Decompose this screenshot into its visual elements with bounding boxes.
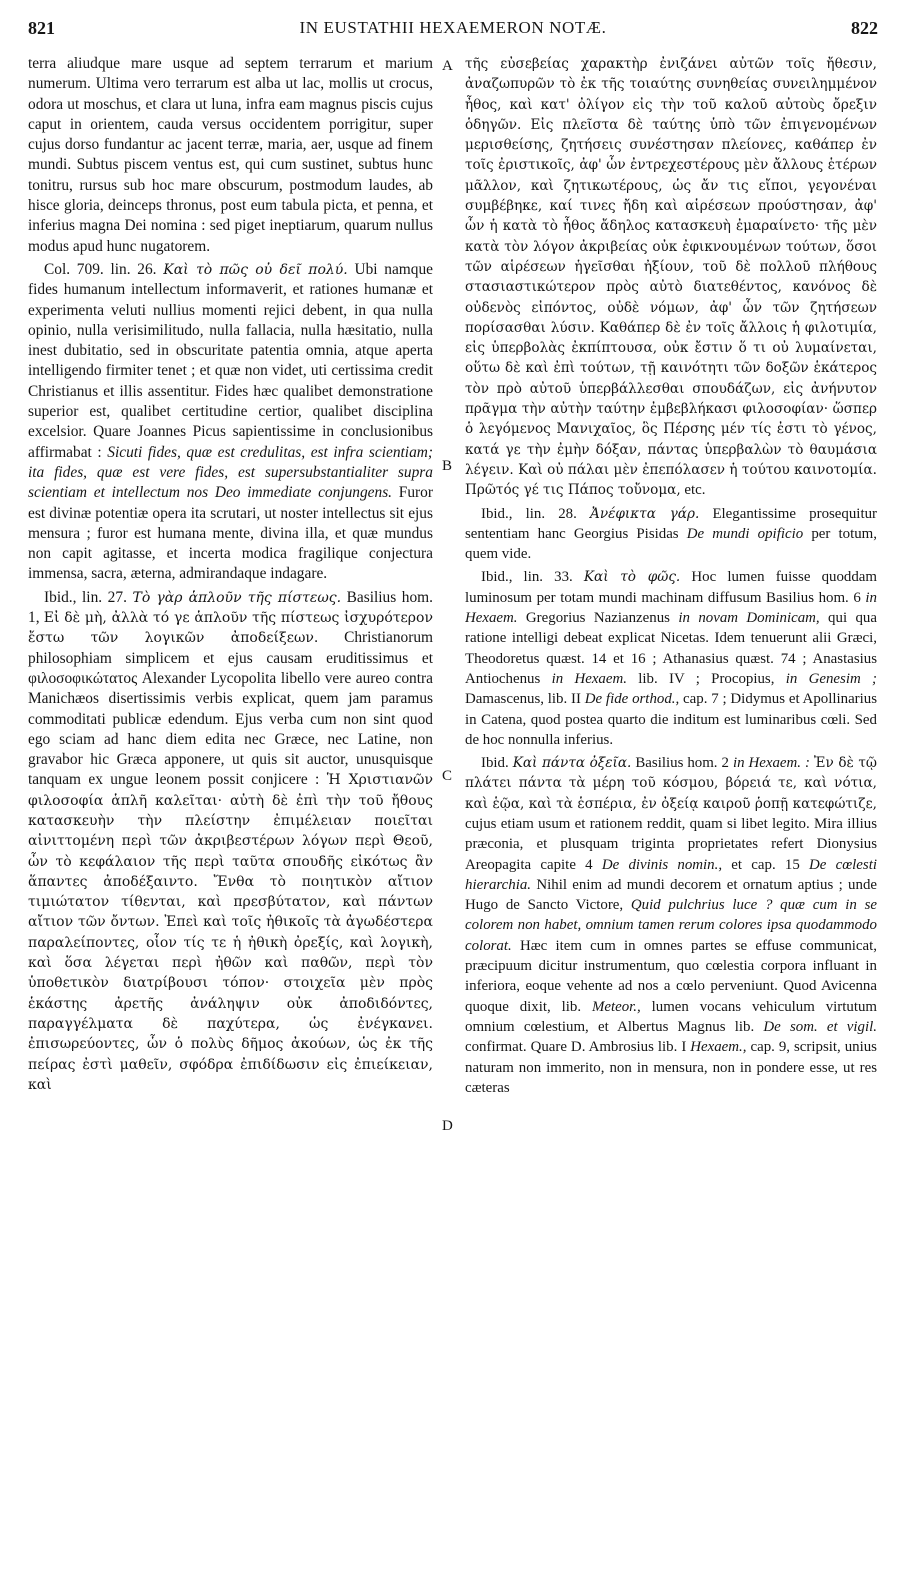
- margin-letter-b: B: [442, 458, 453, 474]
- greek-lemma: Καὶ πάντα ὀξεῖα.: [512, 755, 632, 772]
- reference: Col. 709. lin. 26.: [44, 260, 157, 278]
- greek-lemma: Τὸ γὰρ ἁπλοῦν τῆς πίστεως.: [132, 589, 342, 606]
- left-column: [28, 54, 433, 1554]
- note-paragraph: Ibid., lin. 27. Τὸ γὰρ ἁπλοῦν τῆς πίστεως. Basilius hom. 1, Εἰ δὲ μὴ, ἀλλὰ τό γε ἁπλοῦν τῆς πίστεως ἰσχυρότερον ἔστω τῶν λογικῶν ἀποδείξεων. Christianorum philosophiam simplicem et ejus causam eruditissimus et φιλοσοφικώτατος Alexander Lycopolita libello vere aureo contra Manichæos disertissimis verbis explicat, quem jam paramus commoditati publicæ edendum. Ejus verba cum non sint quod ego sciam ad hanc diem edita nec Græce, nec Latine, non gravabor hic Græca apponere, ut quis sit auctor, unusquisque tanquam ex ungue leonem possit conjicere : Ἡ Χριστιανῶν φιλοσοφία ἁπλῆ καλεῖται· αὐτὴ δὲ ἐπὶ τὴν τοῦ ἤθους κατασκευὴν τὴν πλείστην ἐπιμέλειαν ποιεῖται αἰνιττομένη περὶ τῶν ἀκριβεστέρων λόγων περὶ Θεοῦ, ὧν τὸ κεφάλαιον τῆς περὶ ταῦτα σπουδῆς εἰκότως ἂν ἅπαντες ἀποδέξαιντο. Ἔνθα τὸ ποιητικὸν αἴτιον τιμιώτατον τίθενται, καὶ πρεσβύτατον, καὶ πάντων αἴτιον τῶν ὄντων. Ἐπεὶ καὶ τοῖς ἠθικοῖς τὰ ἀγωδέστερα παραλείποντες, οἷον τίς τε ἡ ἠθικὴ ὀρεξίς, καὶ λογικὴ, καὶ ὅσα λέγεται περὶ ἠθῶν καὶ παθῶν, περὶ τὸν ὑποθετικὸν διατρίβουσι τόπον· στοιχεῖα μὲν πρὸς ἑκάστης ἀρετῆς ἀνάληψιν οὐκ ἀποδιδόντες, παραγγέλματα δὲ παχύτερα, ὡς ἐνέγκανει. ἐπισωρεύοντες, ὧν ὁ πολὺς δῆμος ἀκούων, ὡς ἐκ τῆς πείρας ἐστὶ μαθεῖν, σφόδρα ἐπιδίδωσιν εἰς ἐπιείκειαν, καὶ: [28, 588, 433, 1093]
- greek-lemma: Καὶ τὸ φῶς.: [583, 569, 681, 586]
- running-header: [28, 18, 878, 42]
- note-paragraph: Ibid., lin. 28. Ἀνέφικτα γάρ. Elegantissime prosequitur sententiam hanc Georgius Pisidas De mundi opificio per totum, quem vide.: [465, 505, 877, 563]
- greek-quotation: Εἰ δὲ μὴ, ἀλλὰ τό γε ἁπλοῦν τῆς πίστεως ἰσχυρότερον ἔστω τῶν λογικῶν ἀποδείξεων.: [28, 610, 433, 647]
- page-number-right: 822: [851, 18, 878, 38]
- margin-letter-a: A: [442, 58, 453, 74]
- reference: Ibid., lin. 27.: [44, 588, 127, 606]
- running-title: IN EUSTATHII HEXAEMERON NOTÆ.: [299, 18, 607, 37]
- greek-quotation: Ἐν δὲ τῷ πλάτει πάντα τὰ μέρη τοῦ κόσμου, βόρειά τε, καὶ νότια, καὶ ἑῷα, καὶ τὰ ἑσπέρια, ἐν ὀξείᾳ καιροῦ ῥοπῇ κατεφώτιζε,: [465, 755, 877, 812]
- note-paragraph: τῆς εὐσεβείας χαρακτὴρ ἐνιζάνει αὐτῶν τοῖς ἤθεσιν, ἀναζωπυρῶν τὸ ἐκ τῆς τοιαύτης συνηθείας συνειλημμένον ἦθος, καὶ κατ' ὀλίγον εἰς τὴν τοῦ καλοῦ αὐτοὺς ὄρεξιν ὁδηγῶν. Εἰς πλεῖστα δὲ ταύτης ὑπὸ τῶν ἐπιγενομένων μερισθείσης, ζητήσεις συνέστησαν πλείονες, καθάπερ ἐν τοῖς ἐριστικοῖς, ἀφ' ὧν ἐντρεχεστέρους μὲν ἄλλους ἑτέρων μᾶλλον, καὶ ζητικωτέρους, ὡς ἄν τις εἴποι, γεγονέναι συμβέβηκε, καί τινες ἤδη καὶ αἱρέσεων προύστησαν, ἀφ' ὧν ἡ κατὰ τὸ ἦθος ἄδηλος κατασκευὴ ἐμαραίνετο· τῆς μὲν κατὰ τὸν λόγον ἀκριβείας οὐκ ἐφικνουμένων τούτων, ὅσοι τῶν αἱρέσεων ἡγεῖσθαι ἠξίουν, τοῦ δὲ πολλοῦ πλήθους στασιαστικώτερον πρὸς αὐτὸ διατεθέντος, κανόνος δὲ οὐδενὸς εἰπόντος, οὐδὲ νόμων, ἀφ' ὧν τῶν ζητήσεων πορίσασθαι λύσιν. Καθάπερ δὲ ἐν τοῖς ἄλλοις ἡ φιλοτιμία, εἰς ὑπερβολὰς ἐκπίπτουσα, οὐκ ἔστιν ὅ τι οὐ λυμαίνεται, οὕτω δὲ καὶ ἐπὶ τούτων, τῇ καινότητι τῶν δοξῶν ἑκάτερος τὸν πρὸ αὐτοῦ ὑπερβάλλεσθαι σπουδάζων, εἰς ἀνήνυτον πρᾶγμα τὴν αὐτὴν ταύτην ἐμβεβλήκασι φιλοσοφίαν· ὥσπερ ὁ λεγόμενος Μανιχαῖος, ὃς Πέρσης μέν τίς ἐστι τὸ γένος, κατά γε τὴν ἐμὴν δόξαν, πάντας ὑπερβαλὼν τὸ θαυμάσια λέγειν. Καὶ οὐ πάλαι μὲν ἐπεπόλασεν ἡ τούτου καινοτομία. Πρῶτός γέ τις Πάπος τοὔνομα, etc.: [465, 56, 877, 499]
- right-column: [465, 54, 877, 1554]
- note-paragraph: Ibid. Καὶ πάντα ὀξεῖα. Basilius hom. 2 in Hexaem. : Ἐν δὲ τῷ πλάτει πάντα τὰ μέρη τοῦ κόσμου, βόρειά τε, καὶ νότια, καὶ ἑῷα, καὶ τὰ ἑσπέρια, ἐν ὀξείᾳ καιροῦ ῥοπῇ κατεφώτιζε, cujus etiam usum et rationem reddit, quam si libet legito. Mira illius præconia, et plusquam triginta proprietates refert Dionysius Areopagita capite 4 De divinis nomin., et cap. 15 De cœlesti hierarchia. Nihil enim ad mundi decorem et ornatum aptius ; unde Hugo de Sancto Victore, Quid pulchrius luce ? quæ cum in se colorem non habet, omnium tamen rerum colores ipsa quodammodo colorat. Hæc item cum in omnes partes se effuse communicat, præcipuum dicitur instrumentum, quo cœlestia corpora influant in inferiora, eoque vehente ad nos a cœlo perveniunt. Quod Avicenna quoque dixit, lib. Meteor., lumen vocans vehiculum virtutum omnium cœlestium, et Albertus Magnus lib. De som. et vigil. confirmat. Quare D. Ambrosius lib. I Hexaem., cap. 9, scripsit, unius naturam non immerito, non in mensura, non in pondere esse, ut res cæteras: [465, 755, 877, 1096]
- greek-lemma: Καὶ τὸ πῶς οὐ δεῖ πολύ.: [163, 261, 348, 278]
- quotation: Sicuti fides, quæ est credulitas, est infra scientiam; ita fides, quæ est vere fides, est supersubstantialiter supra scientiam et intellectum nos Deo immediate conjungens.: [28, 443, 433, 502]
- quotation: Quid pulchrius luce ? quæ cum in se colorem non habet, omnium tamen rerum colores ipsa quodammodo colorat.: [465, 897, 877, 954]
- note-paragraph: terra aliudque mare usque ad septem terrarum et marium numerum. Ultima vero terrarum est alba ut lac, mollis ut crocus, odora ut moschus, et clara ut luna, infra eam magnus piscis cujus caput in orientem, cauda versus occidentem porrigitur, super cujus dorso fundantur ac jacent terræ, maria, aer, usque ad finem mundi. Subtus piscem ventus est, qui cum sustinet, subtus hunc tonitru, rursus sub hoc mare obscurum, postmodum laudes, ab hisce gloria, deinceps thronus, post eum tabula picta, et penna, et inferius magna Dei nomina : sed piget ineptiarum, quarum nullus modus apud hunc nugatorem.: [28, 55, 433, 255]
- reference: Ibid.: [481, 755, 509, 772]
- margin-letter-d: D: [442, 1118, 453, 1134]
- greek-lemma: Ἀνέφικτα γάρ.: [590, 505, 700, 522]
- note-paragraph: Col. 709. lin. 26. Καὶ τὸ πῶς οὐ δεῖ πολύ. Ubi namque fides humanum intellectum informaverit, et rationes humanæ et experimenta veluti nullius momenti rejici debent, in qua nulla opinio, nulla verisimilitudo, nulla fallacia, nulla hæsitatio, nulla inest dubitatio, sed in obscuritate patentia omnia, atque aperta intelligendo firmiter tenet ; et quæ non videt, uti certissima credit Christianus et illis assentitur. Fides hæc qualibet demonstratione superior est, qualibet certitudine certior, qualibet disciplina excelsior. Quare Joannes Picus sapientissime in conclusionibus affirmabat : Sicuti fides, quæ est credulitas, est infra scientiam; ita fides, quæ est vere fides, est supersubstantialiter supra scientiam et intellectum nos Deo immediate conjungens. Furor est divinæ potentiæ opera ita scrutari, ut noster intellectus sit ejus mensura ; furor est humana mente, divina illa, et quæ mundus non capit agitasse, et incerta modica fragilique conjectura immensa, sacra, æterna, admirandaque indagare.: [28, 260, 433, 583]
- reference: Ibid., lin. 28.: [481, 505, 577, 522]
- margin-letter-c: C: [442, 768, 453, 784]
- note-paragraph: Ibid., lin. 33. Καὶ τὸ φῶς. Hoc lumen fuisse quoddam luminosum per totam mundi machinam diffusum Basilius hom. 6 in Hexaem. Gregorius Nazianzenus in novam Dominicam, qui qua ratione intelligi debeat explicat Nicetas. Idem tenuerunt alii Græci, Theodoretus quæst. 14 et 16 ; Athanasius quæst. 74 ; Anastasius Antiochenus in Hexaem. lib. IV ; Procopius, in Genesim ; Damascenus, lib. II De fide orthod., cap. 7 ; Didymus et Apollinarius in Catena, quod postea quarto die inditum est luminaribus cœli. Sed de hoc nonnulla inferius.: [465, 569, 877, 748]
- page-number-left: 821: [28, 18, 55, 38]
- greek-quotation: Ἡ Χριστιανῶν φιλοσοφία ἁπλῆ καλεῖται· αὐτὴ δὲ ἐπὶ τὴν τοῦ ἤθους κατασκευὴν τὴν πλείστην ἐπιμέλειαν ποιεῖται αἰνιττομένη περὶ τῶν ἀκριβεστέρων λόγων περὶ Θεοῦ, ὧν τὸ κεφάλαιον τῆς περὶ ταῦτα σπουδῆς εἰκότως ἂν ἅπαντες ἀποδέξαιντο. Ἔνθα τὸ ποιητικὸν αἴτιον τιμιώτατον τίθενται, καὶ πρεσβύτατον, καὶ πάντων αἴτιον τῶν ὄντων. Ἐπεὶ καὶ τοῖς ἠθικοῖς τὰ ἀγωδέστερα παραλείποντες, οἷον τίς τε ἡ ἠθικὴ ὀρεξίς, καὶ λογικὴ, καὶ ὅσα λέγεται περὶ ἠθῶν καὶ παθῶν, περὶ τὸν ὑποθετικὸν διατρίβουσι τόπον· στοιχεῖα μὲν πρὸς ἑκάστης ἀρετῆς ἀνάληψιν οὐκ ἀποδιδόντες, παραγγέλματα δὲ παχύτερα, ὡς ἐνέγκανει. ἐπισωρεύοντες, ὧν ὁ πολὺς δῆμος ἀκούων, ὡς ἐκ τῆς πείρας ἐστὶ μαθεῖν, σφόδρα ἐπιδίδωσιν εἰς ἐπιείκειαν, καὶ: [28, 772, 433, 1093]
- greek-quotation: τῆς εὐσεβείας χαρακτὴρ ἐνιζάνει αὐτῶν τοῖς ἤθεσιν, ἀναζωπυρῶν τὸ ἐκ τῆς τοιαύτης συνηθείας συνειλημμένον ἦθος, καὶ κατ' ὀλίγον εἰς τὴν τοῦ καλοῦ αὐτοὺς ὄρεξιν ὁδηγῶν. Εἰς πλεῖστα δὲ ταύτης ὑπὸ τῶν ἐπιγενομένων μερισθείσης, ζητήσεις συνέστησαν πλείονες, καθάπερ ἐν τοῖς ἐριστικοῖς, ἀφ' ὧν ἐντρεχεστέρους μὲν ἄλλους ἑτέρων μᾶλλον, καὶ ζητικωτέρους, ὡς ἄν τις εἴποι, γεγονέναι συμβέβηκε, καί τινες ἤδη καὶ αἱρέσεων προύστησαν, ἀφ' ὧν ἡ κατὰ τὸ ἦθος ἄδηλος κατασκευὴ ἐμαραίνετο· τῆς μὲν κατὰ τὸν λόγον ἀκριβείας οὐκ ἐφικνουμένων τούτων, ὅσοι τῶν αἱρέσεων ἡγεῖσθαι ἠξίουν, τοῦ δὲ πολλοῦ πλήθους στασιαστικώτερον πρὸς αὐτὸ διατεθέντος, κανόνος δὲ οὐδενὸς εἰπόντος, οὐδὲ νόμων, ἀφ' ὧν τῶν ζητήσεων πορίσασθαι λύσιν. Καθάπερ δὲ ἐν τοῖς ἄλλοις ἡ φιλοτιμία, εἰς ὑπερβολὰς ἐκπίπτουσα, οὐκ ἔστιν ὅ τι οὐ λυμαίνεται, οὕτω δὲ καὶ ἐπὶ τούτων, τῇ καινότητι τῶν δοξῶν ἑκάτερος τὸν πρὸ αὐτοῦ ὑπερβάλλεσθαι σπουδάζων, εἰς ἀνήνυτον πρᾶγμα τὴν αὐτὴν ταύτην ἐμβεβλήκασι φιλοσοφίαν· ὥσπερ ὁ λεγόμενος Μανιχαῖος, ὃς Πέρσης μέν τίς ἐστι τὸ γένος, κατά γε τὴν ἐμὴν δόξαν, πάντας ὑπερβαλὼν τὸ θαυμάσια λέγειν. Καὶ οὐ πάλαι μὲν ἐπεπόλασεν ἡ τούτου καινοτομία. Πρῶτός γέ τις Πάπος τοὔνομα,: [465, 56, 877, 499]
- reference: Ibid., lin. 33.: [481, 569, 573, 586]
